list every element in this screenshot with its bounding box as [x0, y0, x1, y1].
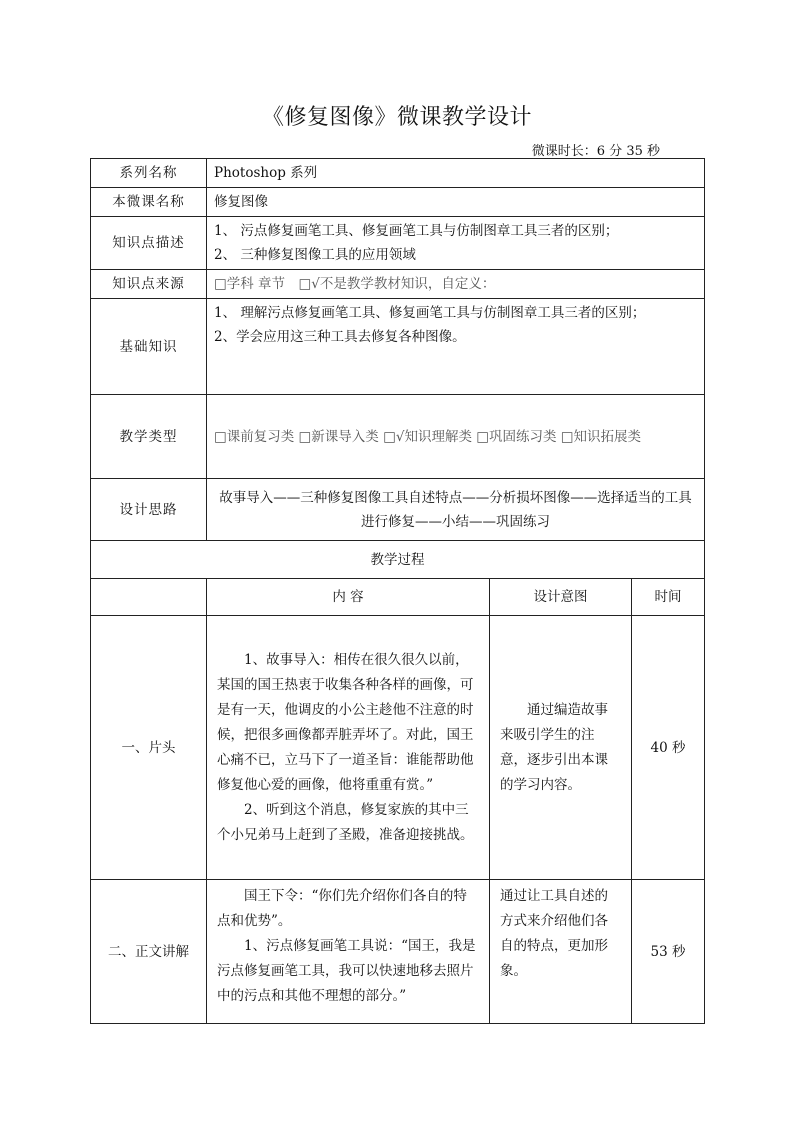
header-time: 时间 [632, 579, 705, 616]
row-series [91, 159, 705, 188]
row-course [91, 188, 705, 217]
row-source [91, 270, 705, 299]
knowledge-value [207, 217, 705, 270]
basic-item: 1、 理解污点修复画笔工具、修复画笔工具与仿制图章工具三者的区别； [214, 305, 646, 321]
knowledge-item: 1、 污点修复画笔工具、修复画笔工具与仿制图章工具三者的区别； [214, 223, 619, 239]
stage-label: 二、正文讲解 [91, 880, 207, 1024]
stage-intent: 通过编造故事来吸引学生的注意，逐步引出本课的学习内容。 [490, 616, 632, 880]
row-knowledge [91, 217, 705, 270]
basic-label: 基础知识 [91, 299, 207, 395]
basic-value [207, 299, 705, 395]
series-value: Photoshop 系列 [207, 159, 705, 188]
knowledge-item: 2、 三种修复图像工具的应用领域 [214, 247, 416, 263]
row-basic [91, 299, 705, 395]
stage-time: 40 秒 [632, 616, 705, 880]
process-heading: 教学过程 [91, 541, 705, 579]
header-content: 内 容 [207, 579, 490, 616]
row-type [91, 395, 705, 479]
row-process-header [91, 579, 705, 616]
row-design [91, 479, 705, 541]
header-intent: 设计意图 [490, 579, 632, 616]
source-label: 知识点来源 [91, 270, 207, 299]
document-title: 《修复图像》微课教学设计 [261, 105, 532, 130]
stage-label: 一、片头 [91, 616, 207, 880]
basic-item: 2、学会应用这三种工具去修复各种图像。 [214, 329, 466, 345]
design-label: 设计思路 [91, 479, 207, 541]
type-value: □课前复习类 □新课导入类 □√知识理解类 □巩固练习类 □知识拓展类 [207, 395, 705, 479]
content-paragraph: 1、故事导入：相传在很久很久以前，某国的国王热衷于收集各种各样的画像，可是有一天，他调皮的小公主趁他不注意的时候，把很多画像都弄脏弄坏了。对此，国王心痛不已，立马下了一道圣旨：谁能帮助他修复他心爱的画像，他将重重有赏。” [217, 651, 474, 793]
content-paragraph: 1、污点修复画笔工具说：“国王，我是污点修复画笔工具，我可以快速地移去照片中的污点和其他不理想的部分。” [217, 938, 476, 1004]
course-label: 本微课名称 [91, 188, 207, 217]
design-value: 故事导入——三种修复图像工具自述特点——分析损坏图像——选择适当的工具进行修复——小结——巩固练习 [207, 479, 705, 541]
series-label: 系列名称 [91, 159, 207, 188]
row-process-heading [91, 541, 705, 579]
content-paragraph: 2、听到这个消息，修复家族的其中三个小兄弟马上赶到了圣殿，准备迎接挑战。 [217, 801, 474, 843]
process-row [91, 880, 705, 1024]
stage-content [207, 880, 490, 1024]
lesson-design-table [90, 158, 705, 1024]
duration-text: 微课时长：6 分 35 秒 [531, 144, 660, 159]
type-label: 教学类型 [91, 395, 207, 479]
knowledge-label: 知识点描述 [91, 217, 207, 270]
content-paragraph: 国王下令：“你们先介绍你们各自的特点和优势”。 [217, 888, 467, 929]
process-row [91, 616, 705, 880]
stage-content [207, 616, 490, 880]
stage-time: 53 秒 [632, 880, 705, 1024]
header-blank [91, 579, 207, 616]
stage-intent: 通过让工具自述的方式来介绍他们各自的特点，更加形象。 [490, 880, 632, 1024]
course-value: 修复图像 [207, 188, 705, 217]
source-value: □学科 章节 □√不是教学教材知识，自定义： [207, 270, 705, 299]
